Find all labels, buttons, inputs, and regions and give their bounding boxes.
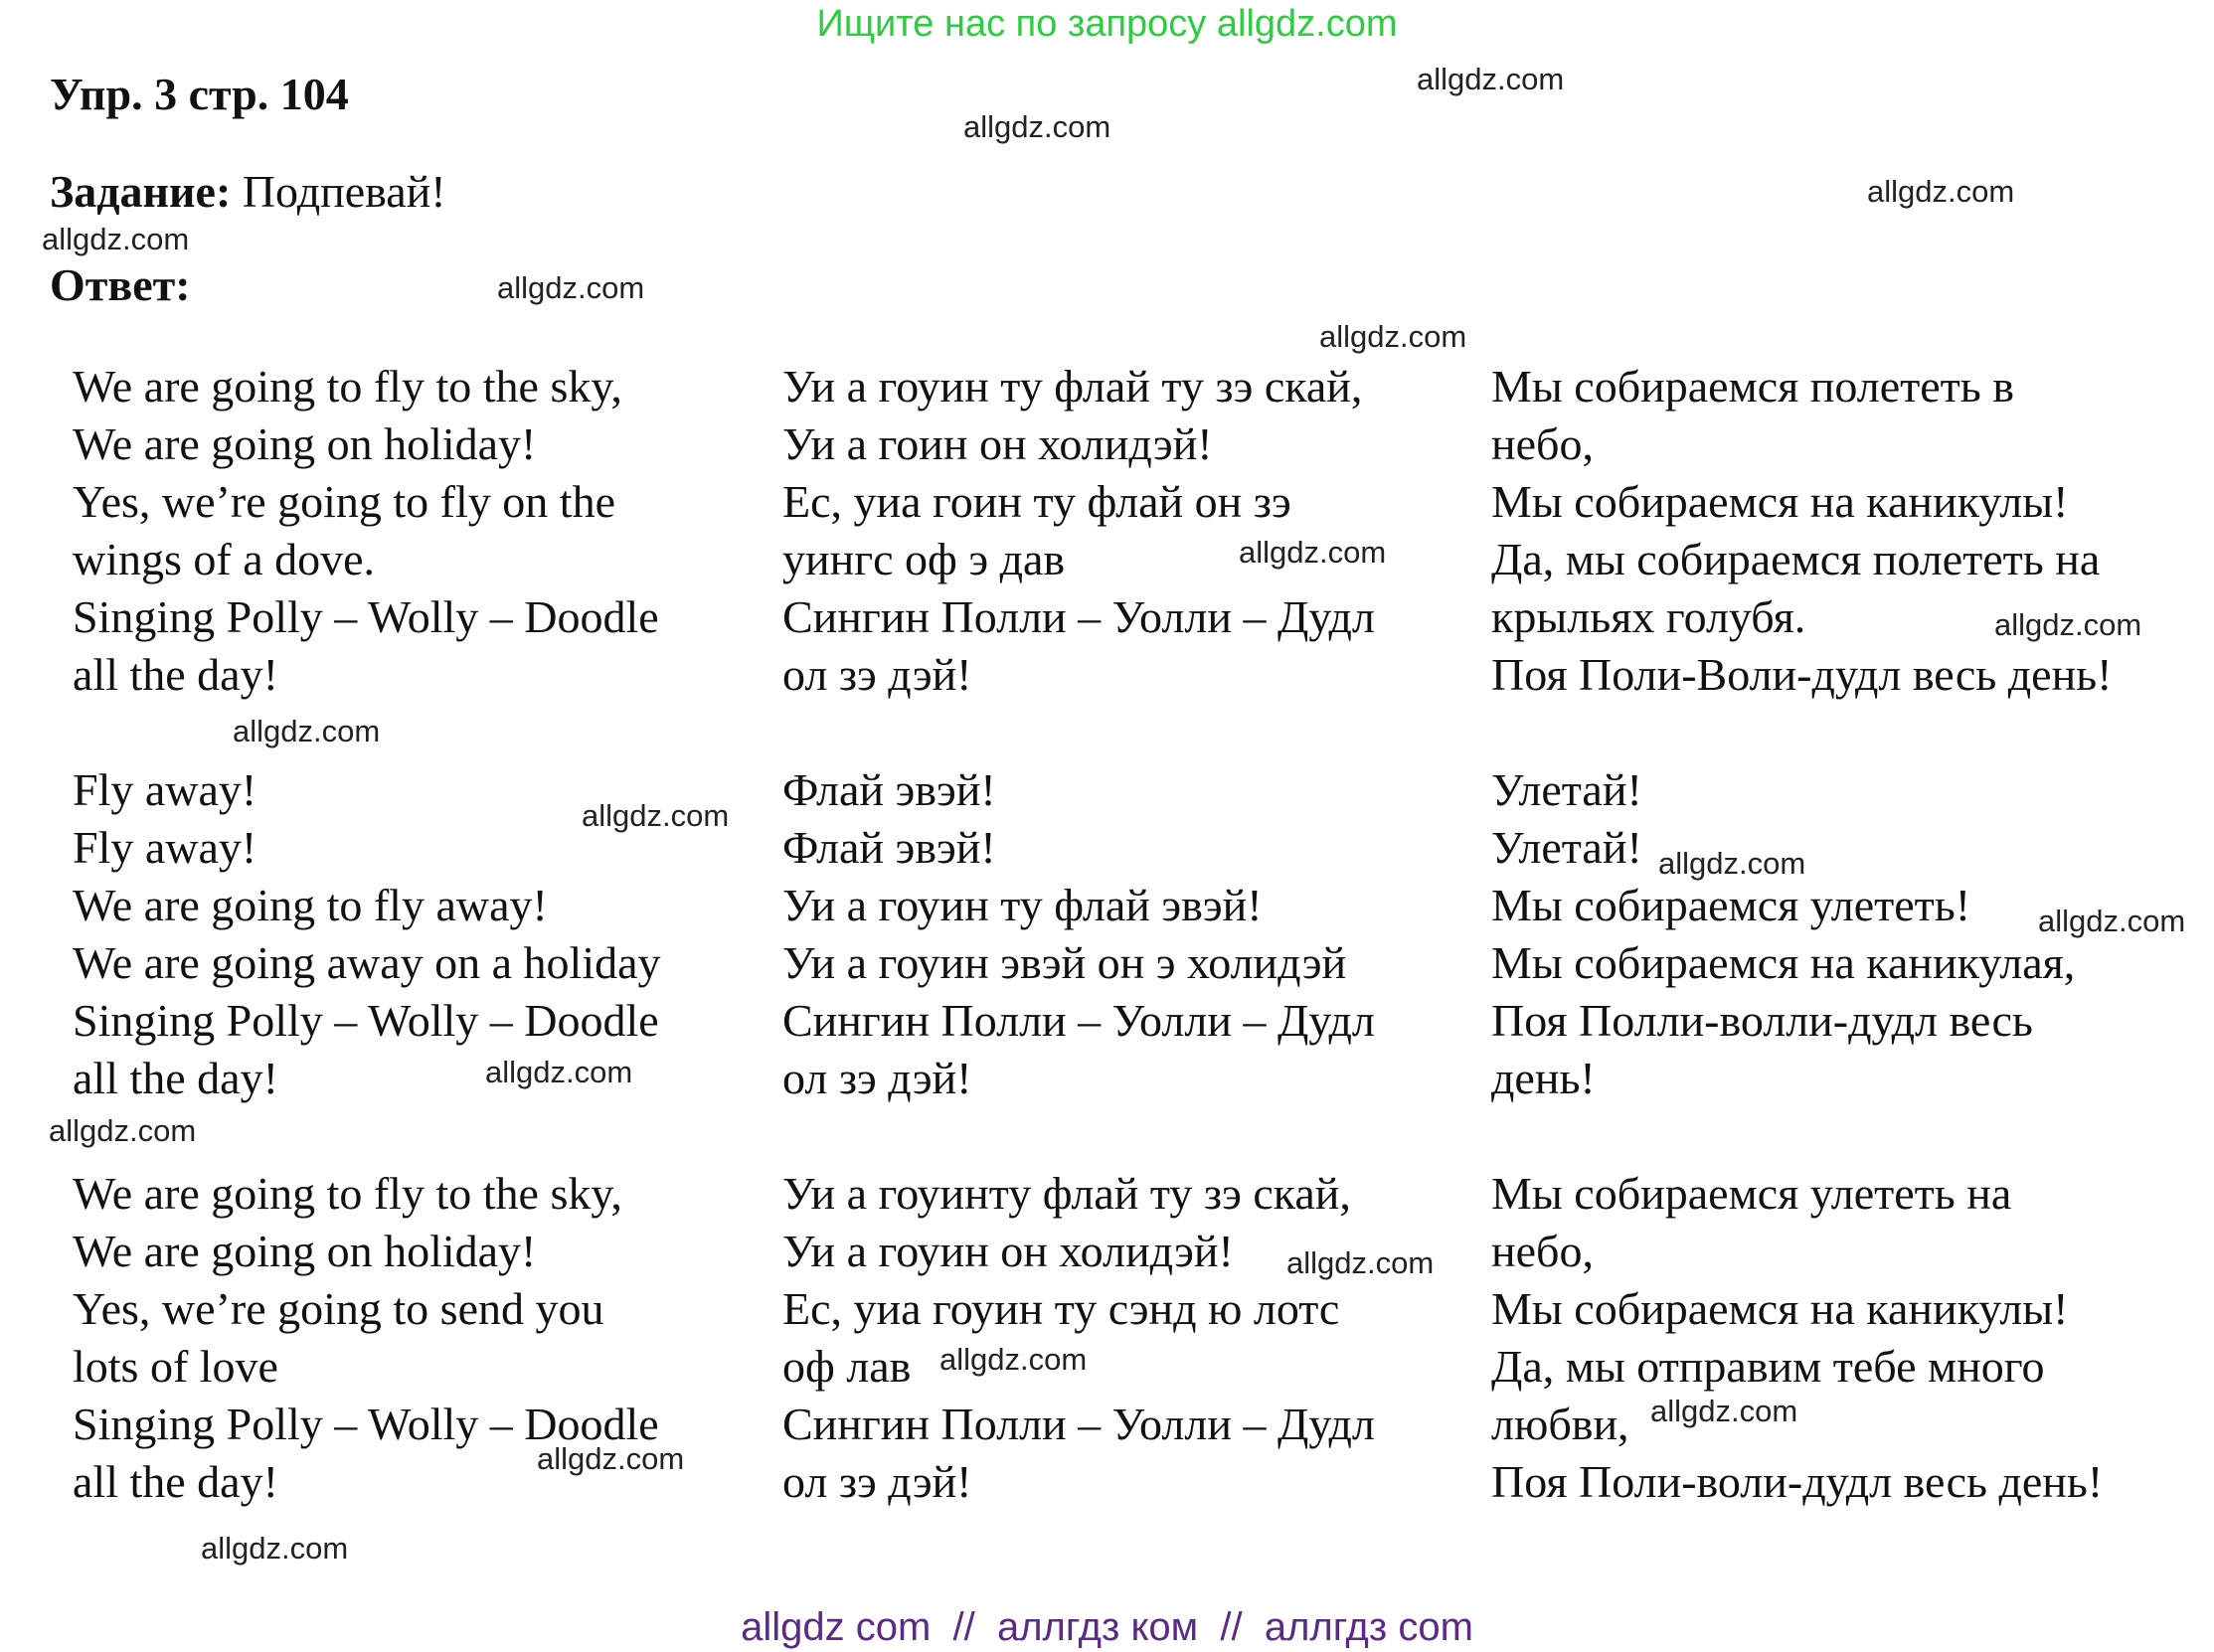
watermark: allgdz.com — [537, 1441, 685, 1476]
song-line: Уи а гоуин эвэй он э холидэй — [782, 937, 1347, 988]
song-line: Singing Polly – Wolly – Doodle — [73, 591, 659, 642]
song-line: Singing Polly – Wolly – Doodle — [73, 1399, 659, 1449]
song-line: We are going to fly to the sky, — [73, 361, 622, 412]
song-line: Fly away! — [73, 822, 257, 873]
song-line: We are going away on a holiday — [73, 937, 661, 988]
song-line: We are going on holiday! — [73, 1226, 537, 1276]
watermark: allgdz.com — [49, 1113, 197, 1148]
song-line: Сингин Полли – Уолли – Дудл — [782, 995, 1375, 1046]
task-text: Подпевай! — [231, 166, 446, 217]
bottom-banner: allgdz com // аллгдз ком // аллгдз com — [741, 1605, 1473, 1649]
watermark: allgdz.com — [1994, 607, 2142, 642]
song-line: lots of love — [73, 1341, 278, 1392]
song-line: We are going to fly to the sky, — [73, 1168, 622, 1219]
russian-verse-3 — [1491, 1165, 2112, 1511]
russian-column — [1491, 358, 2112, 1569]
song-line: all the day! — [73, 1456, 278, 1507]
watermark: allgdz.com — [1319, 319, 1467, 354]
song-line: Мы собираемся на каникулы! — [1491, 476, 2069, 527]
song-line: крыльях голубя. — [1491, 591, 1806, 642]
song-line: Уи а гоуин ту флай эвэй! — [782, 880, 1263, 930]
song-line: Поя Поли-воли-дудл весь день! — [1491, 1456, 2104, 1507]
song-line: небо, — [1491, 1226, 1594, 1276]
song-line: all the day! — [73, 649, 278, 700]
task-line — [50, 165, 446, 218]
watermark: allgdz.com — [582, 798, 730, 833]
watermark: allgdz.com — [201, 1531, 349, 1566]
song-line: wings of a dove. — [73, 534, 376, 584]
song-line: Fly away! — [73, 764, 257, 815]
song-line: день! — [1491, 1053, 1596, 1103]
watermark: allgdz.com — [939, 1342, 1088, 1377]
song-line: Сингин Полли – Уолли – Дудл — [782, 591, 1375, 642]
song-line: Yes, we’re going to send you — [73, 1283, 604, 1334]
song-line: Уи а гоин он холидэй! — [782, 418, 1213, 469]
transcription-verse-2 — [782, 761, 1375, 1107]
song-line: Мы собираемся на каникулая, — [1491, 937, 2076, 988]
transcription-verse-3 — [782, 1165, 1375, 1511]
song-line: Улетай! — [1491, 764, 1642, 815]
watermark: allgdz.com — [1239, 535, 1387, 570]
song-line: Поя Поли-Воли-дудл весь день! — [1491, 649, 2113, 700]
watermark: allgdz.com — [42, 222, 190, 256]
song-line: оф лав — [782, 1341, 912, 1392]
watermark: allgdz.com — [1658, 846, 1806, 881]
song-line: Мы собираемся на каникулы! — [1491, 1283, 2069, 1334]
watermark: allgdz.com — [485, 1055, 633, 1089]
song-line: ол зэ дэй! — [782, 649, 972, 700]
english-verse-1 — [73, 358, 661, 704]
russian-verse-2 — [1491, 761, 2112, 1107]
watermark: allgdz.com — [233, 714, 381, 748]
watermark: allgdz.com — [1417, 62, 1565, 96]
song-line: Ес, уиа гоин ту флай он зэ — [782, 476, 1291, 527]
song-line: Мы собираемся улететь на — [1491, 1168, 2012, 1219]
song-line: любви, — [1491, 1399, 1629, 1449]
song-line: all the day! — [73, 1053, 278, 1103]
song-line: Да, мы отправим тебе много — [1491, 1341, 2045, 1392]
song-line: уингс оф э дав — [782, 534, 1066, 584]
english-column — [73, 358, 661, 1569]
song-line: Мы собираемся улететь! — [1491, 880, 1971, 930]
song-line: Singing Polly – Wolly – Doodle — [73, 995, 659, 1046]
watermark: allgdz.com — [497, 270, 645, 305]
song-line: Флай эвэй! — [782, 764, 996, 815]
song-line: Уи а гоуин он холидэй! — [782, 1226, 1234, 1276]
song-line: ол зэ дэй! — [782, 1456, 972, 1507]
song-line: Флай эвэй! — [782, 822, 996, 873]
song-line: Улетай! — [1491, 822, 1642, 873]
song-line: Поя Полли-волли-дудл весь — [1491, 995, 2033, 1046]
song-line: Yes, we’re going to fly on the — [73, 476, 615, 527]
task-label: Задание: — [50, 166, 232, 217]
song-line: Сингин Полли – Уолли – Дудл — [782, 1399, 1375, 1449]
song-line: Уи а гоуинту флай ту зэ скай, — [782, 1168, 1351, 1219]
song-line: ол зэ дэй! — [782, 1053, 972, 1103]
song-line: Уи а гоуин ту флай ту зэ скай, — [782, 361, 1363, 412]
answer-label: Ответ: — [50, 259, 191, 310]
watermark: allgdz.com — [1286, 1245, 1435, 1280]
watermark: allgdz.com — [963, 109, 1111, 144]
song-line: Да, мы собираемся полететь на — [1491, 534, 2101, 584]
russian-verse-1 — [1491, 358, 2112, 704]
song-line: небо, — [1491, 418, 1594, 469]
exercise-title: Упр. 3 стр. 104 — [50, 69, 349, 119]
song-line: We are going to fly away! — [73, 880, 548, 930]
watermark: allgdz.com — [1867, 174, 2015, 209]
song-line: Мы собираемся полететь в — [1491, 361, 2014, 412]
transcription-verse-1 — [782, 358, 1375, 704]
top-banner: Ищите нас по запросу allgdz.com — [816, 3, 1398, 45]
watermark: allgdz.com — [2038, 904, 2186, 938]
watermark: allgdz.com — [1650, 1394, 1798, 1428]
song-line: We are going on holiday! — [73, 418, 537, 469]
song-line: Ес, уиа гоуин ту сэнд ю лотс — [782, 1283, 1340, 1334]
